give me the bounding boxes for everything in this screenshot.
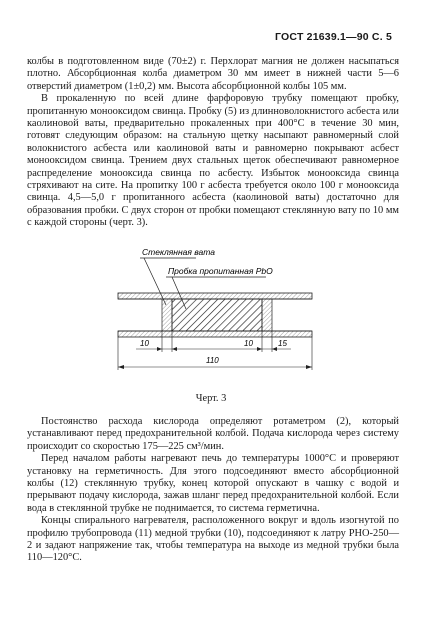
- tube-wall-bottom: [118, 331, 312, 337]
- text-block-bottom: [27, 416, 399, 565]
- figure-drawing: [116, 245, 316, 380]
- dim-middle: 10: [244, 339, 253, 348]
- glass-wool-right: [262, 299, 272, 331]
- paragraph: Постоянство расхода кислорода определяют ротаметром (2), который устанавливают перед предохранительной колбой. Подача кислорода через систему происходит со скоростью 175—225 см³/мин.: [27, 416, 399, 452]
- paragraph: колбы в подготовленном виде (70±2) г. Перхлорат магния не должен насыпаться плотно. Абсорбционная колба диаметром 30 мм имеет в нижней части 5—6 отверстий диаметром (1±0,2) мм. Высота абсорбционной колбы 105 мм.: [27, 56, 399, 92]
- paragraph: В прокаленную по всей длине фарфоровую трубку помещают пробку, пропитанную монооксидом свинца. Пробку (5) из длинноволокнистого асбеста или каолиновой ваты, предварительно прокаленных при 400°С в течение 30 мин, готовят следующим образом: на стальную щетку насыпают равномерный слой волокнистого асбеста или каолиновой ваты и равномерно покрывают асбест монооксидом свинца. Трением двух стальных щеток обеспечивают равномерное распределение монооксида свинца по асбесту. Избыток монооксида свинца стряхивают на сите. На пропитку 100 г асбеста требуется около 100 г монооксида свинца. 4,5—5,0 г пропитанного асбеста (каолиновой ваты) достаточно для образования пробки. С двух сторон от пробки помещают стеклянную вату по 10 мм с каждой стороны (черт. 3).: [27, 93, 399, 229]
- page-header: ГОСТ 21639.1—90 С. 5: [275, 31, 392, 43]
- label-glass-wool: Стеклянная вата: [142, 247, 215, 257]
- tube-wall-top: [118, 293, 312, 299]
- figure-caption: Черт. 3: [195, 393, 227, 404]
- label-plug: Пробка пропитанная PbO: [168, 266, 273, 276]
- text-block-top: [27, 56, 399, 230]
- plug: [172, 299, 262, 331]
- dim-right: 15: [278, 339, 287, 348]
- dim-total: 110: [206, 356, 219, 365]
- paragraph: Концы спирального нагревателя, расположенного вокруг и вдоль изогнутой по профилю трубопровода (11) медной трубки (10), подсоединяют к латру РНО-250—2 и задают напряжение так, чтобы температура на выходе из медной трубки была 110—120°С.: [27, 515, 399, 564]
- glass-wool-left: [162, 299, 172, 331]
- paragraph: Перед началом работы нагревают печь до температуры 1000°С и проверяют установку на герметичность. Для этого подсоединяют вместо абсорбционной колбы (12) стеклянную трубку, конец которой опускают в чашку с водой и прерывают подачу кислорода, зажав шланг перед предохранительной колбой. Если вода в стеклянной трубке не поднимается, то система герметична.: [27, 453, 399, 514]
- dim-left: 10: [140, 339, 149, 348]
